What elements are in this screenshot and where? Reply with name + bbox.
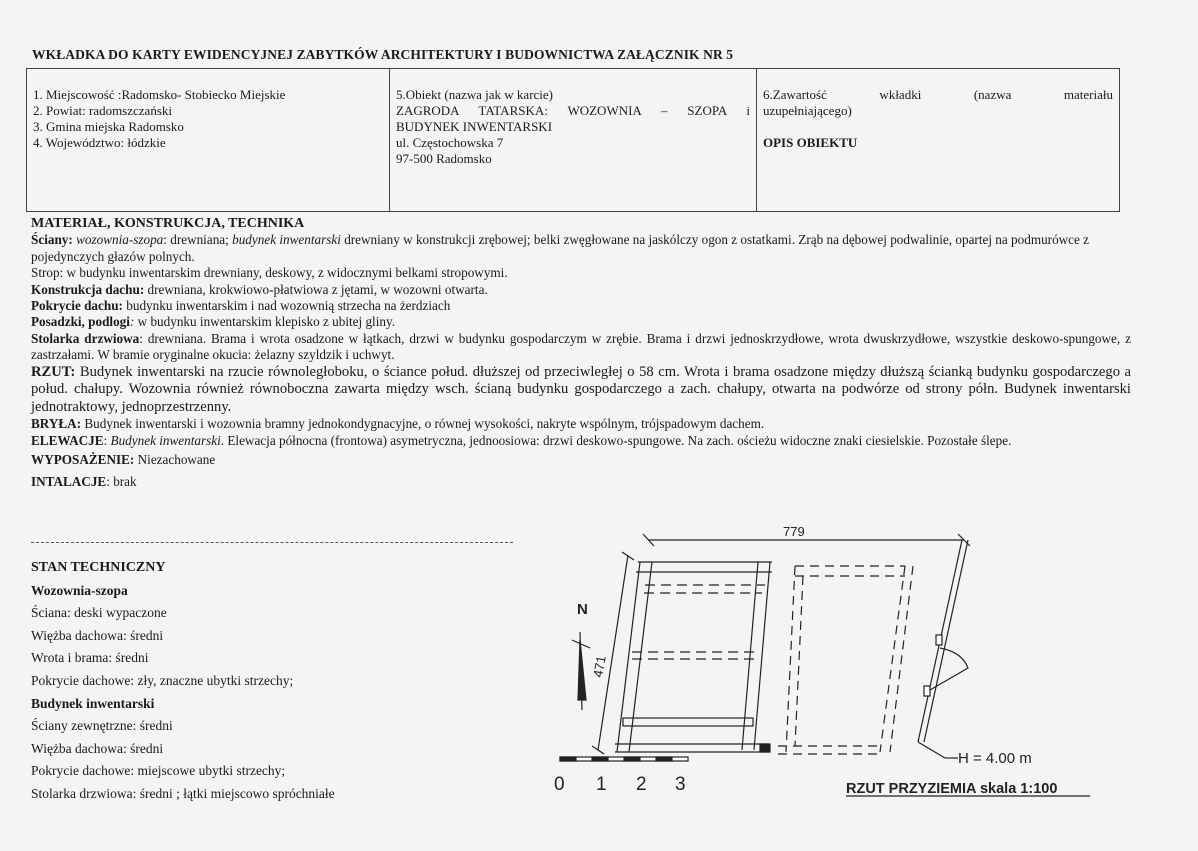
roof-cover-label: Pokrycie dachu: bbox=[31, 298, 123, 314]
scale-number: 1 bbox=[596, 774, 607, 795]
equipment-paragraph bbox=[31, 452, 1131, 468]
floors-paragraph bbox=[31, 314, 1131, 330]
equipment-label: WYPOSAŻENIE: bbox=[31, 451, 135, 467]
joinery-paragraph bbox=[31, 331, 1131, 364]
condition-item: Ściany zewnętrzne: średni bbox=[31, 718, 173, 734]
locality-line: 1. Miejscowość :Radomsko- Stobiecko Miejskie bbox=[33, 87, 286, 102]
roof-construction-label: Konstrukcja dachu: bbox=[31, 281, 145, 297]
material-heading: MATERIAŁ, KONSTRUKCJA, TECHNIKA bbox=[31, 216, 305, 231]
joinery-text: : drewniana. Brama i wrota osadzone w łątkach, drzwi w budynku gospodarczym w zrębie. Brama i drzwi jednoskrzydłowe, wrota dwuskrzydłowe, wszystkie deskowo-spungowe, z zastrzałami. W bramie oryginalne okucia: żelazny szyldzik i uchwyt. bbox=[31, 330, 1131, 363]
content-label-line1: 6.Zawartość wkładki (nazwa materiału bbox=[763, 87, 1113, 102]
condition-item: Więżba dachowa: średni bbox=[31, 740, 164, 756]
condition-item: Wrota i brama: średni bbox=[31, 650, 149, 666]
plan-text: Budynek inwentarski na rzucie równoległoboku, o ściance połud. dłuższej od przeciwległej o 58 cm. Wrota i brama osadzone między dłuższą ścianką budynku gospodarczego a połud. chałupy. Wozownia również równoboczna zawarta między wsch. ścianą budynku gospodarczego a zach. chałupy, otwarta na podwórze od strony półn. Budynek inwentarski jednotraktowy, jednoprzestrzenny. bbox=[31, 363, 1131, 415]
carriage-house-heading: Wozownia-szopa bbox=[31, 582, 128, 598]
height-leader bbox=[918, 742, 945, 758]
ceiling-paragraph: Strop: w budynku inwentarskim drewniany, deskowy, z widocznymi belkami stropowymi. bbox=[31, 265, 508, 281]
floor-plan-drawing bbox=[540, 520, 1180, 820]
floors-label: Posadzki, podlogi bbox=[31, 314, 130, 330]
object-postcode: 97-500 Radomsko bbox=[396, 151, 492, 166]
floors-colon: : bbox=[129, 314, 135, 330]
elevations-label: ELEWACJE bbox=[31, 432, 104, 448]
walls-text: : drewniana; bbox=[163, 232, 233, 248]
height-dimension-label: 471 bbox=[590, 654, 609, 679]
content-label-line2: uzupełniającego) bbox=[763, 103, 852, 118]
installations-label: INTALACJE bbox=[31, 474, 107, 490]
elevations-paragraph bbox=[31, 433, 1131, 449]
walls-term: budynek inwentarski bbox=[232, 232, 341, 248]
county-line: 2. Powiat: radomszczański bbox=[33, 103, 172, 118]
object-label: 5.Obiekt (nazwa jak w karcie) bbox=[396, 87, 554, 102]
joinery-label: Stolarka drzwiowa bbox=[31, 330, 140, 346]
condition-item: Ściana: deski wypaczone bbox=[31, 605, 167, 621]
location-cell bbox=[27, 69, 390, 211]
voivodeship-line: 4. Województwo: łódzkie bbox=[33, 135, 166, 150]
walls-paragraph bbox=[31, 232, 1131, 265]
house-wall bbox=[918, 540, 968, 758]
scale-number: 3 bbox=[675, 774, 686, 795]
plan-label: RZUT: bbox=[31, 363, 76, 380]
scale-number: 2 bbox=[636, 774, 647, 795]
object-address: ul. Częstochowska 7 bbox=[396, 135, 504, 150]
massing-text: Budynek inwentarski i wozownia bramny jednokondygnacyjne, o równej wysokości, nakryte wspólnym, trójspadowym dachem. bbox=[81, 416, 765, 432]
condition-item: Stolarka drzwiowa: średni ; łątki miejscowo spróchniałe bbox=[31, 785, 335, 801]
document-title: WKŁADKA DO KARTY EWIDENCYJNEJ ZABYTKÓW ARCHITEKTURY I BUDOWNICTWA ZAŁĄCZNIK NR 5 bbox=[32, 47, 734, 62]
north-arrow bbox=[572, 632, 590, 710]
content-value: OPIS OBIEKTU bbox=[763, 135, 858, 150]
condition-section bbox=[31, 558, 335, 807]
section-divider bbox=[31, 542, 513, 543]
roof-cover-text: budynku inwentarskim i nad wozownią strzecha na żerdziach bbox=[122, 298, 451, 314]
commune-line: 3. Gmina miejska Radomsko bbox=[33, 119, 184, 134]
object-name-line1: ZAGRODA TATARSKA: WOZOWNIA – SZOPA i bbox=[396, 103, 750, 118]
farm-building-outline bbox=[615, 562, 772, 752]
header-table bbox=[26, 68, 1120, 212]
roof-cover-paragraph bbox=[31, 298, 1131, 314]
scale-bar bbox=[560, 757, 688, 761]
farm-building-heading: Budynek inwentarski bbox=[31, 695, 155, 711]
elevations-colon: : bbox=[103, 432, 111, 448]
north-label: N bbox=[577, 601, 588, 618]
carriage-house-outline bbox=[778, 566, 913, 754]
walls-text: drewniany w konstrukcji zrębowej; belki zwęgłowane na jaskólczy ogon z ostatkami. Zrąb na dębowej podwalinie, opartej na podmurówce z pojedynczych głazów polnych. bbox=[31, 232, 1090, 264]
walls-label: Ściany: bbox=[31, 232, 73, 248]
installations-text: : brak bbox=[106, 474, 137, 490]
walls-term: wozownia-szopa bbox=[76, 232, 164, 248]
condition-item: Pokrycie dachowe: zły, znaczne ubytki strzechy; bbox=[31, 672, 294, 688]
equipment-text: Niezachowane bbox=[134, 451, 216, 467]
massing-paragraph bbox=[31, 416, 1131, 432]
object-name-line2: BUDYNEK INWENTARSKI bbox=[396, 119, 553, 134]
condition-item: Więżba dachowa: średni bbox=[31, 627, 164, 643]
object-cell bbox=[390, 69, 757, 211]
ceiling-beams bbox=[632, 585, 765, 659]
material-section bbox=[31, 216, 1131, 491]
installations-paragraph bbox=[31, 474, 1131, 490]
floors-text: w budynku inwentarskim klepisko z ubitej gliny. bbox=[134, 314, 396, 330]
door-swing-arc bbox=[930, 648, 968, 690]
scale-number: 0 bbox=[554, 774, 565, 795]
elevations-term: Budynek inwentarski bbox=[110, 432, 221, 448]
content-cell bbox=[757, 69, 1119, 211]
building-height-label: H = 4.00 m bbox=[958, 750, 1032, 767]
elevations-text: . Elewacja północna (frontowa) asymetryczna, jednoosiowa: drzwi deskowo-spungowe. Na zach. ościeżu widoczne znaki ciesielskie. Pozostałe ślepe. bbox=[220, 432, 1012, 448]
roof-construction-text: drewniana, krokwiowo-płatwiowa z jętami, w wozowni otwarta. bbox=[144, 281, 488, 297]
roof-construction-paragraph bbox=[31, 282, 1131, 298]
plan-paragraph bbox=[31, 364, 1131, 417]
width-dimension-label: 779 bbox=[783, 524, 805, 539]
beam-ends bbox=[623, 718, 753, 726]
condition-item: Pokrycie dachowe: miejscowe ubytki strzechy; bbox=[31, 763, 286, 779]
plan-caption: RZUT PRZYZIEMIA skala 1:100 bbox=[846, 781, 1058, 797]
condition-heading: STAN TECHNICZNY bbox=[31, 560, 166, 575]
massing-label: BRYŁA: bbox=[31, 416, 82, 432]
